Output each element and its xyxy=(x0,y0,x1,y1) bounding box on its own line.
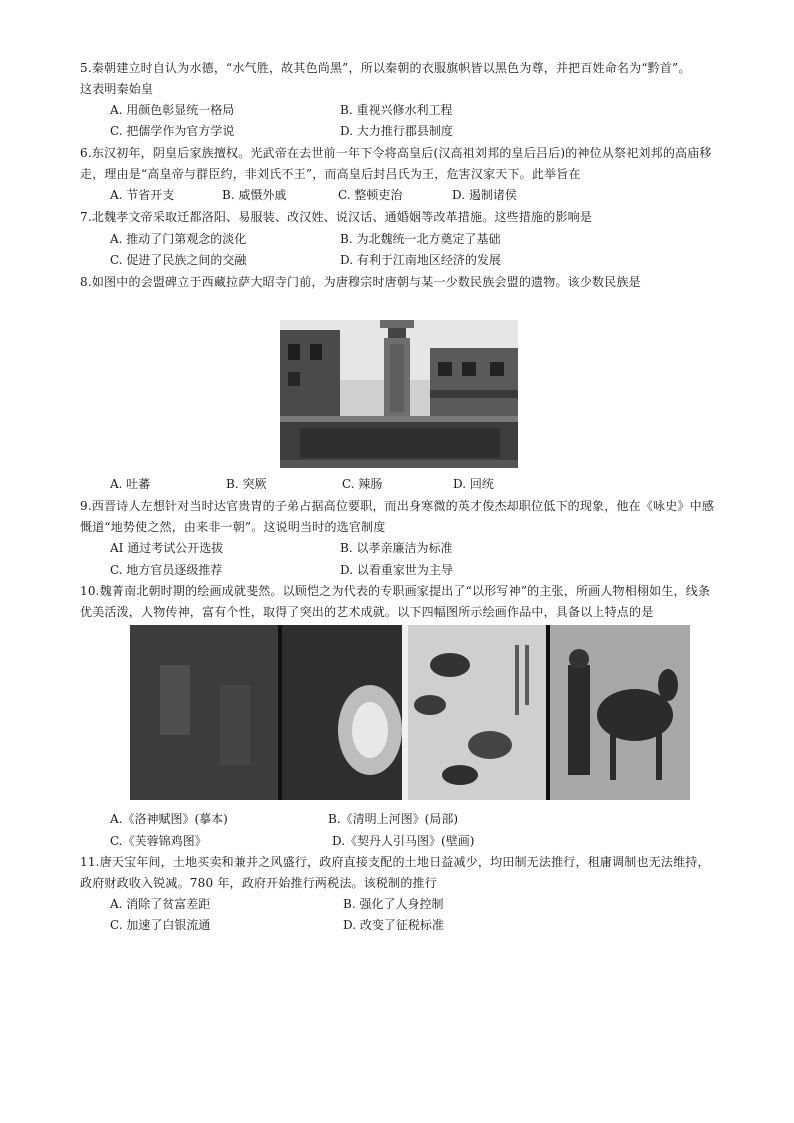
q7-stem: 7.北魏孝文帝采取迁都洛阳、易服装、改汉姓、说汉话、通婚姻等改革措施。这些措施的影响是 xyxy=(80,210,593,224)
q6-option-d[interactable]: D. 遏制诸侯 xyxy=(452,188,517,202)
q8-stele-photo xyxy=(280,320,518,468)
q8-option-a[interactable]: A. 吐蕃 xyxy=(110,477,151,491)
q10-option-c[interactable]: C.《芙蓉锦鸡图》 xyxy=(110,834,207,848)
q11-stem-line2: 政府财政收入锐减。780 年，政府开始推行两税法。该税制的推行 xyxy=(80,876,437,890)
q9-option-d[interactable]: D. 以看重家世为主导 xyxy=(340,563,453,577)
q10-option-d[interactable]: D.《契丹人引马图》(壁画) xyxy=(332,834,475,848)
q8-option-b[interactable]: B. 突厥 xyxy=(226,477,267,491)
q8-stem: 8.如图中的会盟碑立于西藏拉萨大昭寺门前，为唐穆宗时唐朝与某一少数民族会盟的遗物。该少数民族是 xyxy=(80,275,641,289)
q7-option-d[interactable]: D. 有利于江南地区经济的发展 xyxy=(340,253,501,267)
q6-stem-line1: 6.东汉初年，阴皇后家族擅权。光武帝在去世前一年下令将高皇后(汉高祖刘邦的皇后吕后)的神位从祭祀刘邦的高庙移 xyxy=(80,146,712,160)
q5-stem-line1: 5.秦朝建立时自认为水德，“水气胜，故其色尚黑”，所以秦朝的衣服旗帜皆以黑色为尊，并把百姓命名为“黔首”。 xyxy=(80,61,691,75)
q5-option-a[interactable]: A. 用颜色彰显统一格局 xyxy=(110,103,235,117)
q6-option-c[interactable]: C. 整顿吏治 xyxy=(338,188,403,202)
q9-stem-line1: 9.西晋诗人左想针对当时达官贵胄的子弟占据高位要职，而出身寒微的英才俊杰却职位低下的现象，他在《咏史》中感 xyxy=(80,499,715,513)
stele-building-image xyxy=(280,320,518,468)
q8-option-c[interactable]: C. 辣肠 xyxy=(342,477,383,491)
q7-option-c[interactable]: C. 促进了民族之间的交融 xyxy=(110,253,247,267)
q7-option-a[interactable]: A. 推动了门第观念的淡化 xyxy=(110,232,247,246)
q9-stem-line2: 慨道“地势使之然，由来非一朝”。这说明当时的选官制度 xyxy=(80,520,386,534)
q10-option-b[interactable]: B.《清明上河图》(局部) xyxy=(328,812,458,826)
q7-option-b[interactable]: B. 为北魏统一北方奠定了基础 xyxy=(340,232,501,246)
q9-option-c[interactable]: C. 地方官员逐级推荐 xyxy=(110,563,223,577)
q10-stem-line2: 优美活泼，人物传神，富有个性，取得了突出的艺术成就。以下四幅图所示绘画作品中，具备以上特点的是 xyxy=(80,605,654,619)
q5-option-b[interactable]: B. 重视兴修水利工程 xyxy=(340,103,453,117)
q11-option-a[interactable]: A. 消除了贫富差距 xyxy=(110,897,211,911)
q5-option-d[interactable]: D. 大力推行郡县制度 xyxy=(340,124,453,138)
q9-option-a[interactable]: AI 通过考试公开选拔 xyxy=(110,541,224,555)
q5-stem-line2: 这表明秦始皇 xyxy=(80,82,154,96)
q11-option-d[interactable]: D. 改变了征税标准 xyxy=(343,918,444,932)
q9-option-b[interactable]: B. 以孝亲廉洁为标准 xyxy=(340,541,453,555)
q6-option-b[interactable]: B. 威慑外戚 xyxy=(222,188,287,202)
q10-option-a[interactable]: A.《洛神赋图》(摹本) xyxy=(110,812,228,826)
q8-option-d[interactable]: D. 回统 xyxy=(453,477,494,491)
q10-stem-line1: 10.魏菁南北朝时期的绘画成就斐然。以顾恺之为代表的专职画家提出了“以形写神”的主张，所画人物相栩如生，线条 xyxy=(80,584,711,598)
q11-option-b[interactable]: B. 强化了人身控制 xyxy=(343,897,444,911)
q5-option-c[interactable]: C. 把儒学作为官方学说 xyxy=(110,124,235,138)
q6-stem-line2: 走，理由是“高皇帝与群臣约，非刘氏不王”，而高皇后封吕氏为王，危害汉家天下。此举旨在 xyxy=(80,167,581,181)
q10-paintings-strip xyxy=(130,625,690,800)
paintings-image xyxy=(130,625,690,800)
q11-option-c[interactable]: C. 加速了白银流通 xyxy=(110,918,211,932)
q6-option-a[interactable]: A. 节省开支 xyxy=(110,188,175,202)
q11-stem-line1: 11.唐天宝年间，土地买卖和兼并之风盛行，政府直接支配的土地日益减少，均田制无法推行，租庸调制也无法维持， xyxy=(80,855,710,869)
